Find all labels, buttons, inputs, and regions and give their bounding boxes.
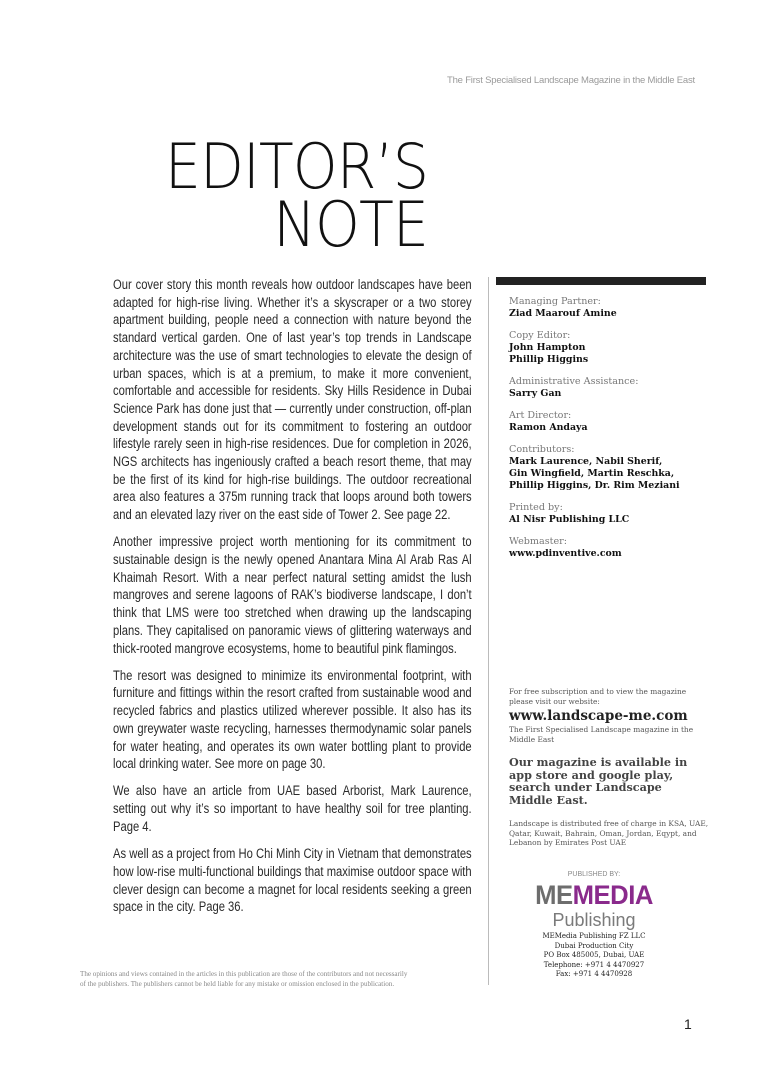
webmaster-link[interactable]: www.pdinventive.com [509, 548, 622, 559]
paragraph: As well as a project from Ho Chi Minh City in Vietnam that demonstrates how low-rise multi-functional buildings that maximise outdoor space with clever design can become a magnet for local residents seeking a green space in the city. Page 36. [113, 846, 472, 916]
credit-name: Phillip Higgins [509, 354, 589, 365]
memedia-logo [513, 880, 675, 910]
title-line-2: NOTE [273, 188, 428, 261]
article-body [113, 277, 472, 926]
paragraph: Our cover story this month reveals how outdoor landscapes have been adapted for high-rise living. Whether it’s a skyscraper or a two storey apartment building, people need a connection with nature beyond the standard vertical garden. One of last year’s top trends in Landscape architecture was the use of smart technologies to elevate the design of urban spaces, which is at a premium, to make it more convenient, comfortable and accessible for residents. Sky Hills Residence in Dubai Science Park has done just that — currently under construction, off-plan development stands out for its commitment to fostering an outdoor lifestyle rarely seen in high-rise residences. Due for completion in 2026, NGS architects has ingeniously crafted a beach resort theme, that may be the first of its kind for high-rise buildings. The outdoor recreational area also features a 375m running track that loops around both towers and an elevated lazy river on the east side of Tower 2. See page 22. [113, 277, 472, 524]
paragraph: We also have an article from UAE based Arborist, Mark Laurence, setting out why it’s so important to have healthy soil for tree planting. Page 4. [113, 783, 472, 835]
published-by-label: PUBLISHED BY: [567, 871, 621, 878]
credit-printed-by [509, 502, 719, 526]
logo-media: MEDIA [572, 880, 653, 910]
app-availability: Our magazine is available in app store and google play, search under Landscape Middle East. [509, 755, 688, 807]
page-number: 1 [684, 1016, 692, 1032]
credit-label: Managing Partner: [509, 296, 601, 307]
credit-copy-editor [509, 330, 719, 366]
paragraph: Another impressive project worth mentioning for its commitment to sustainable design is the newly opened Anantara Mina Al Arab Ras Al Khaimah Resort. With a near perfect natural setting amidst the lush mangroves and serene lagoons of RAK’s biodiverse landscape, I don’t think that LMS were too stretched when drawing up the landscaping plans. They capitalised on panoramic views of glittering waterways and thick-rooted mangrove ecosystems, home to beautiful pink flamingos. [113, 534, 472, 657]
paragraph: The resort was designed to minimize its environmental footprint, with furniture and fittings within the resort crafted from sustainable wood and recycled fabrics and plastics utilized wherever possible. It also has its own greywater waste recycling, harnesses thermodynamic solar panels for water heating, and operates its own water bottling plant to provide local drinking water. See more on page 30. [113, 667, 472, 773]
credit-name: Al Nisr Publishing LLC [509, 514, 630, 525]
credit-name: Mark Laurence, Nabil Sherif, [509, 456, 663, 467]
credit-name: Ramon Andaya [509, 422, 588, 433]
credit-name: Sarry Gan [509, 388, 562, 399]
credit-label: Administrative Assistance: [509, 376, 639, 387]
disclaimer-line: The opinions and views contained in the articles in this publication are those of the contributors and not necessarily [80, 970, 408, 978]
page-title [145, 130, 429, 261]
address-line: PO Box 485005, Dubai, UAE [543, 951, 645, 959]
credit-contributors [509, 444, 719, 492]
address-line: Dubai Production City [554, 941, 634, 950]
credit-webmaster [509, 536, 719, 560]
credit-label: Art Director: [509, 410, 572, 421]
logo-me: ME [535, 880, 573, 910]
credit-art-director [509, 410, 719, 434]
title-line-1: EDITOR’S [164, 130, 429, 203]
column-divider [488, 277, 489, 985]
website-tagline: The First Specialised Landscape magazine in the Middle East [509, 725, 694, 744]
subscription-info [509, 687, 709, 848]
publisher-block [509, 871, 679, 980]
credit-name: John Hampton [509, 342, 586, 353]
logo-publishing: Publishing [552, 910, 636, 930]
credit-admin-assistance [509, 376, 719, 400]
credit-name: Phillip Higgins, Dr. Rim Meziani [509, 480, 680, 491]
address-line: MEMedia Publishing FZ LLC [542, 932, 646, 940]
subscription-intro: For free subscription and to view the magazine please visit our website: [509, 687, 687, 706]
credit-managing-partner [509, 296, 719, 320]
disclaimer-line: of the publishers. The publishers cannot be held liable for any mistake or omission enclosed in the publication. [80, 979, 395, 988]
credit-label: Copy Editor: [509, 330, 571, 341]
credit-label: Contributors: [509, 444, 575, 455]
disclaimer [80, 970, 407, 989]
publisher-address [509, 932, 679, 980]
address-line: Fax: +971 4 4470928 [555, 970, 633, 978]
distribution-note: Landscape is distributed free of charge in KSA, UAE, Qatar, Kuwait, Bahrain, Oman, Jordan, Eqypt, and Lebanon by Emirates Post UAE [509, 819, 709, 847]
credit-name: Ziad Maarouf Amine [509, 308, 617, 319]
magazine-tagline: The First Specialised Landscape Magazine in the Middle East [446, 75, 695, 86]
credit-label: Webmaster: [509, 536, 567, 547]
credit-label: Printed by: [509, 502, 563, 513]
address-line: Telephone: +971 4 4470927 [543, 960, 645, 969]
masthead-credits [509, 296, 719, 570]
credit-name: Gin Wingfield, Martin Reschka, [509, 468, 675, 479]
website-link[interactable]: www.landscape-me.com [509, 708, 688, 724]
sidebar-header-bar [496, 277, 706, 285]
